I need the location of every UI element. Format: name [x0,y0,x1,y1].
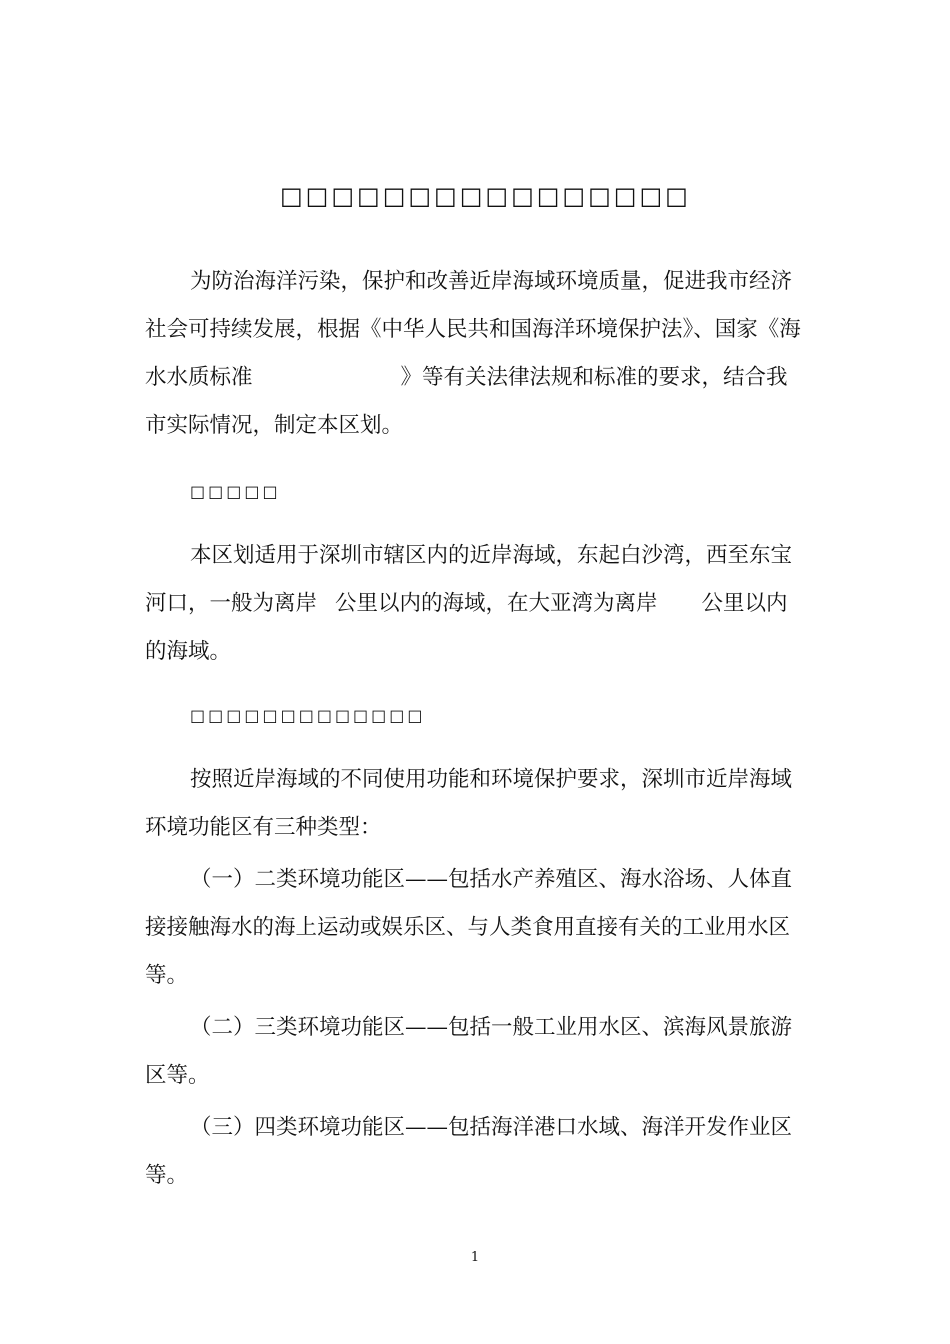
scope-line-2 [145,580,810,628]
class-two-line-3: 等。 [145,963,189,988]
section-heading-scope: □□□□□ [190,482,281,501]
scope-line-1: 本区划适用于深圳市辖区内的近岸海域，东起白沙湾，西至东宝 [190,543,793,568]
class-four-paragraph [145,1104,810,1200]
class-three-paragraph [145,1004,810,1100]
scope-line-2-c: 公里以内 [701,591,788,616]
class-two-line-2: 接接触海水的海上运动或娱乐区、与人类食用直接有关的工业用水区 [145,915,791,940]
class-four-line-1: （三）四类环境功能区——包括海洋港口水域、海洋开发作业区 [190,1115,793,1140]
scope-line-2-a: 河口，一般为离岸 [145,591,318,616]
intro-line-3-end: 》等有关法律法规和标准的要求，结合我 [400,365,788,390]
page-number: 1 [470,1250,480,1265]
class-four-line-2: 等。 [145,1163,189,1188]
types-paragraph [145,756,810,852]
scope-line-3: 的海域。 [145,639,232,664]
section-heading-types: □□□□□□□□□□□□□ [190,706,426,725]
scope-paragraph [145,532,810,676]
intro-line-1: 为防治海洋污染，保护和改善近岸海域环境质量，促进我市经济 [190,269,793,294]
document-title: □□□□□□□□□□□□□□□□ [280,182,691,210]
intro-paragraph [145,258,810,450]
types-line-2: 环境功能区有三种类型： [145,815,382,840]
intro-line-3-start: 水水质标准 [145,365,253,390]
scope-line-2-b: 公里以内的海域，在大亚湾为离岸 [335,591,658,616]
intro-line-2: 社会可持续发展，根据《中华人民共和国海洋环境保护法》、国家《海 [145,317,801,342]
intro-line-3 [145,354,810,402]
types-line-1: 按照近岸海域的不同使用功能和环境保护要求，深圳市近岸海域 [190,767,793,792]
class-two-paragraph [145,856,810,1000]
class-two-line-1: （一）二类环境功能区——包括水产养殖区、海水浴场、人体直 [190,867,793,892]
class-three-line-1: （二）三类环境功能区——包括一般工业用水区、滨海风景旅游 [190,1015,793,1040]
class-three-line-2: 区等。 [145,1063,210,1088]
intro-line-4: 市实际情况，制定本区划。 [145,413,404,438]
